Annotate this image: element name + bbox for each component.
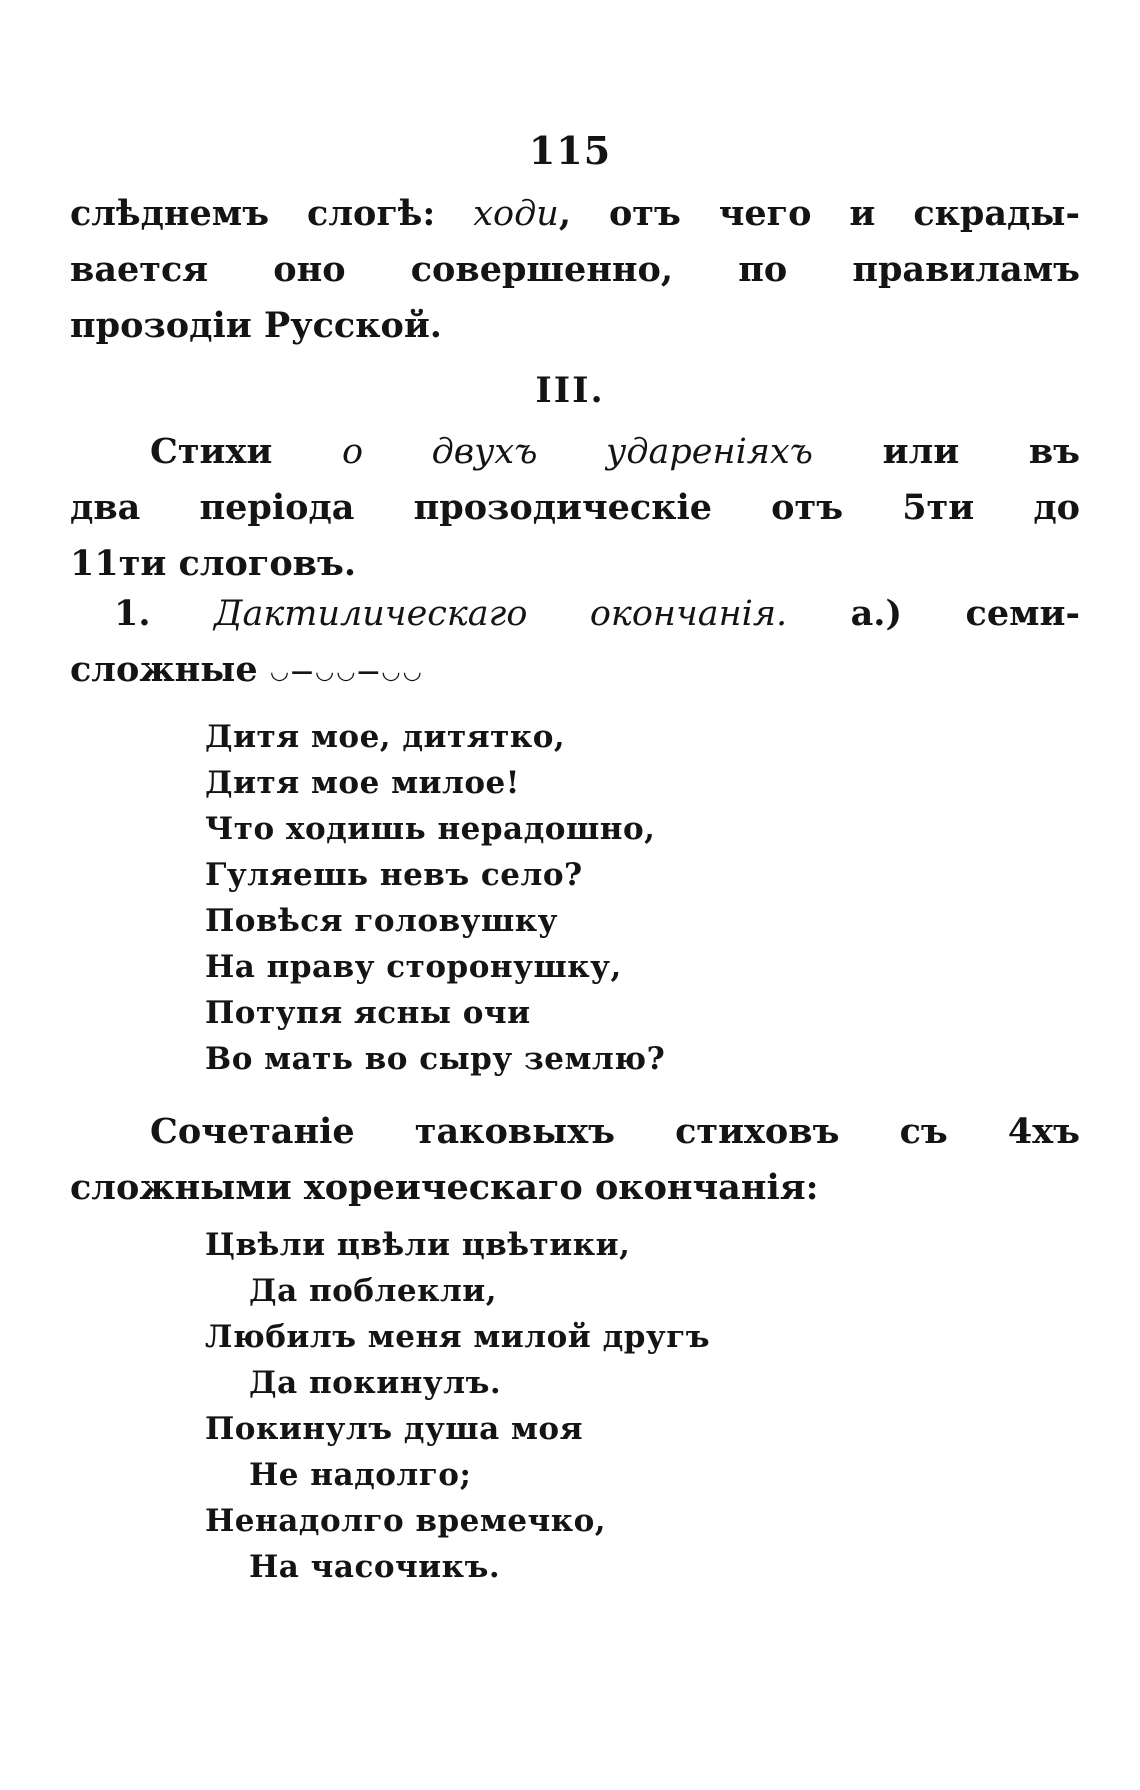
poem-1-line: Во мать во сыру землю? <box>205 1041 666 1077</box>
section-heading: III. <box>535 370 605 411</box>
intro-line-1-suffix: , отъ чего и скрады- <box>558 193 1081 234</box>
section-intro-line-2: два періода прозодическіе отъ 5ти до <box>70 487 1080 528</box>
subsection-title: Дактилическаго окончанія. <box>214 594 788 634</box>
subsection-line-1 <box>70 586 1080 642</box>
poem-2-line: Цвѣли цвѣли цвѣтики, <box>205 1227 631 1263</box>
meter-scheme: ◡—◡◡—◡◡ <box>269 658 424 685</box>
poem-2 <box>205 1222 710 1590</box>
poem-1-line: Гуляешь невъ село? <box>205 857 583 893</box>
poem-2-line: Любилъ меня милой другъ <box>205 1319 711 1355</box>
poem-2-line: Не надолго; <box>249 1457 472 1493</box>
subsection-line-2-text: сложные <box>70 649 270 690</box>
poem-1-line: Что ходишь нерадошно, <box>205 811 656 847</box>
subsection-line-2 <box>70 642 1080 698</box>
intro-line-1 <box>70 186 1080 242</box>
poem-1 <box>205 714 665 1082</box>
poem-1-line: Дитя мое милое! <box>205 765 520 801</box>
intro-line-1-prefix: слѣднемъ слогѣ: <box>70 193 474 234</box>
section-intro-line-1 <box>70 424 1080 480</box>
poem-2-line: Покинулъ душа моя <box>205 1411 584 1447</box>
subsection-rest: а.) семи- <box>787 593 1080 634</box>
subsection <box>70 586 1080 698</box>
combination-line-2: сложными хореическаго окончанія: <box>70 1167 819 1208</box>
poem-1-line: Дитя мое, дитятко, <box>205 719 566 755</box>
intro-line-3: прозодіи Русской. <box>70 305 442 346</box>
section-intro-line-3: 11ти слоговъ. <box>70 543 357 584</box>
subsection-number: 1. <box>114 593 151 634</box>
intro-italic-word: ходи <box>473 194 559 234</box>
poem-2-line: Да поблекли, <box>249 1273 498 1309</box>
intro-paragraph <box>70 186 1080 354</box>
poem-2-line: На часочикъ. <box>249 1549 501 1585</box>
poem-2-line: Ненадолго времечко, <box>205 1503 607 1539</box>
poem-1-line: На праву сторонушку, <box>205 949 622 985</box>
combination-line-1: Сочетаніе таковыхъ стиховъ съ 4хъ <box>150 1111 1080 1152</box>
poem-1-line: Повѣся головушку <box>205 903 558 939</box>
section-intro-a: Стихи <box>150 431 342 472</box>
section-intro-b: или въ <box>813 431 1080 472</box>
section-intro <box>70 424 1080 592</box>
poem-1-line: Потупя ясны очи <box>205 995 531 1031</box>
section-intro-italic: о двухъ удареніяхъ <box>341 432 814 472</box>
combination-paragraph <box>70 1104 1080 1216</box>
page-number: 115 <box>528 128 612 173</box>
poem-2-line: Да покинулъ. <box>249 1365 502 1401</box>
intro-line-2: вается оно совершенно, по правиламъ <box>70 249 1080 290</box>
